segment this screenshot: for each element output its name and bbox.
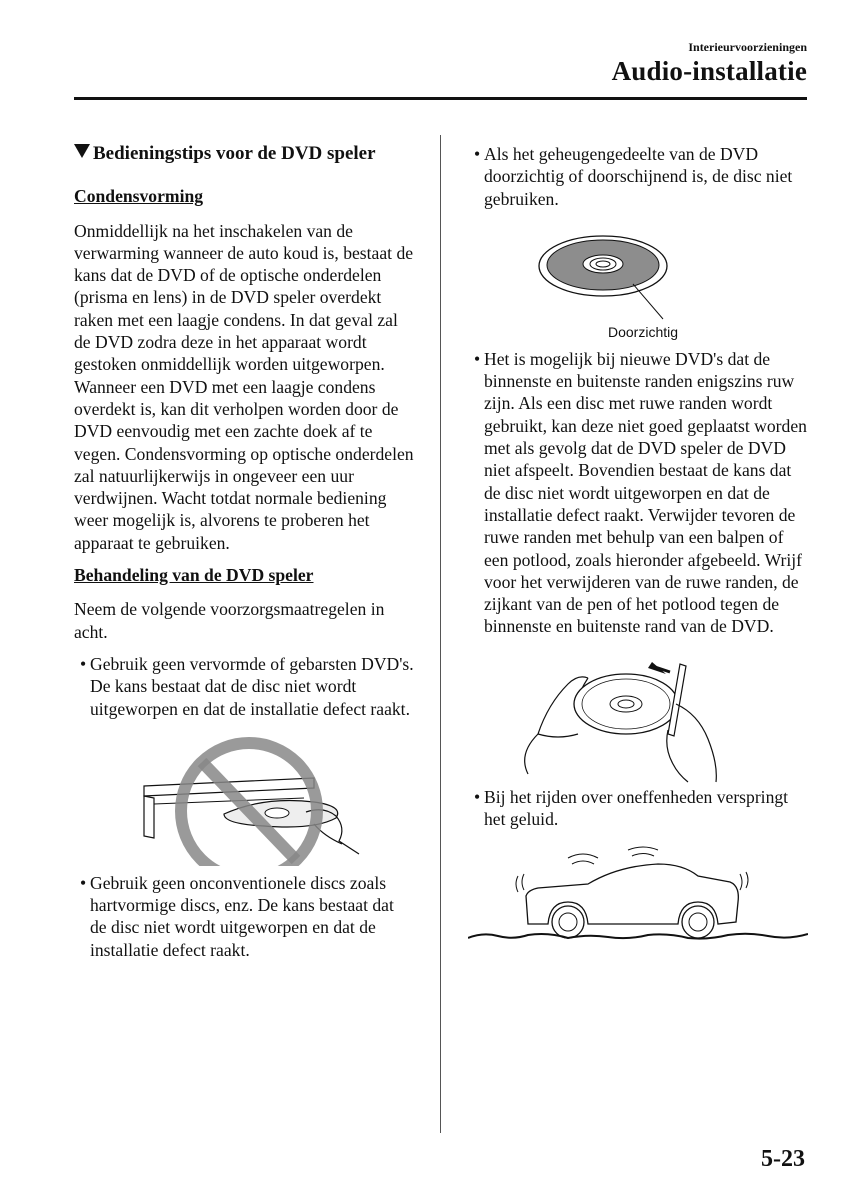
bullet-text: Gebruik geen onconventionele discs zoals hartvormige discs, enz. De kans bestaat dat de disc niet wordt uitgeworpen en dat de installatie defect raakt. [90, 872, 394, 960]
bullet-bumpy-road [468, 786, 808, 831]
bullet-deformed-discs [74, 653, 414, 720]
triangle-marker-icon [74, 144, 90, 158]
left-column [74, 143, 414, 967]
bullet-text: Bij het rijden over oneffenheden verspringt het geluid. [484, 786, 789, 830]
bullet-text: Gebruik geen vervormde of gebarsten DVD's. De kans bestaat dat de disc niet wordt uitgeworpen en dat de installatie defect raakt. [90, 653, 414, 719]
bullet-dot: • [474, 786, 481, 807]
header-section-label: Interieurvoorzieningen [688, 40, 807, 54]
column-divider [440, 135, 441, 1133]
remove-rough-edges-illustration [468, 644, 808, 784]
bullet-transparent-disc [468, 143, 808, 210]
transparent-disc-illustration [468, 216, 808, 348]
bullet-dot: • [474, 348, 481, 369]
section-heading [74, 143, 414, 165]
paragraph-precautions: Neem de volgende voorzorgsmaatregelen in acht. [74, 599, 385, 642]
bullet-rough-edges [468, 348, 808, 638]
bullet-unconventional-discs [74, 872, 414, 961]
no-deformed-disc-illustration [74, 726, 414, 866]
car-bumpy-road-illustration [468, 836, 808, 946]
header-rule [74, 97, 807, 100]
bullet-dot: • [80, 872, 87, 893]
page-title: Audio-installatie [611, 56, 807, 86]
paragraph-condensation: Onmiddellijk na het inschakelen van de verwarming wanneer de auto koud is, bestaat de kans dat de DVD of de optische onderdelen (prisma en lens) in de DVD speler overdekt raken met een laagje condens. In dat geval zal de DVD zodra deze in het apparaat wordt gestoken onmiddellijk worden uitgeworpen. Wanneer een DVD met een laagje condens overdekt is, kan dit verholpen worden door de DVD eenvoudig met een zachte doek af te vegen. Condensvorming op optische onderdelen zal natuurlijkerwijs in ongeveer een uur verdwijnen. Wacht totdat normale bediening weer mogelijk is, alvorens te proberen het apparaat te gebruiken. [74, 220, 414, 553]
bullet-text: Het is mogelijk bij nieuwe DVD's dat de binnenste en buitenste randen enigszins ruw zijn. Als een disc met ruwe randen wordt gebruikt, kan deze niet goed geplaatst worden met als gevolg dat de DVD speler de DVD niet afspeelt. Bovendien bestaat de kans dat de disc niet wordt uitgeworpen en dat de installatie defect raakt. Verwijder tevoren de ruwe randen met behulp van een balpen of een potlood, zoals hieronder afgebeeld. Wrijf voor het verwijderen van de ruwe randen, de zijkant van de pen of het potlood tegen de binnenste en buitenste rand van de DVD. [484, 348, 807, 637]
transparent-label: Doorzichtig [608, 323, 679, 340]
section-heading-text: Bedieningstips voor de DVD speler [93, 143, 376, 164]
bullet-text: Als het geheugengedeelte van de DVD doorzichtig of doorschijnend is, de disc niet gebruiken. [484, 144, 793, 209]
subheading-behandeling: Behandeling van de DVD speler [74, 565, 314, 586]
right-column [468, 143, 808, 946]
page-number: 5-23 [761, 1146, 805, 1172]
subheading-condensvorming: Condensvorming [74, 186, 204, 207]
bullet-dot: • [474, 144, 481, 164]
bullet-dot: • [80, 653, 87, 674]
